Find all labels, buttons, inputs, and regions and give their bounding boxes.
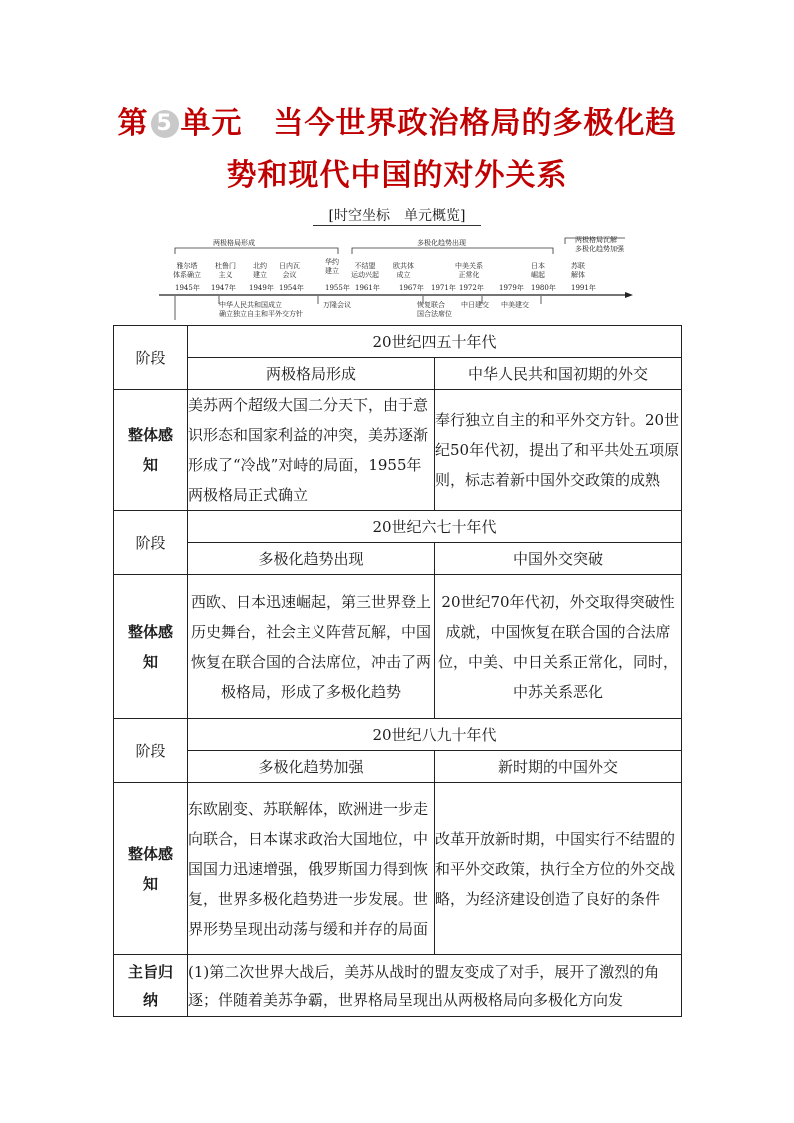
- year-1980: 1980年: [531, 284, 556, 292]
- left-content: 西欧、日本迅速崛起，第三世界登上历史舞台，社会主义阵营瓦解，中国恢复在联合国的合法席位，冲击了两极格局，形成了多极化趋势: [188, 575, 435, 719]
- event-truman: 杜鲁门 主义: [215, 262, 236, 279]
- right-content: 奉行独立自主的和平外交方针。20世纪50年代初，提出了和平共处五项原则，标志着新中国外交政策的成熟: [435, 390, 682, 511]
- page-title-line2: 势和现代中国的对外关系: [226, 158, 568, 193]
- left-heading: 多极化趋势加强: [188, 751, 435, 783]
- right-heading: 中华人民共和国初期的外交: [435, 358, 682, 390]
- page-title-line1: [0, 98, 794, 142]
- year-1961: 1961年: [355, 284, 380, 292]
- label-bipolar-formation: 两极格局形成: [213, 239, 255, 247]
- right-heading: 新时期的中国外交: [435, 751, 682, 783]
- below-un-seat: 恢复联合 国合法席位: [417, 301, 452, 318]
- right-heading: 中国外交突破: [435, 543, 682, 575]
- year-1945: 1945年: [175, 284, 200, 292]
- event-nato: 北约 建立: [253, 262, 267, 279]
- overview-label: 整体感 知: [114, 783, 188, 955]
- title-prefix: 第: [117, 106, 149, 141]
- timeline: [155, 222, 635, 322]
- title-line1-text: 单元 当今世界政治格局的多极化趋: [180, 106, 677, 141]
- summary-content: (1)第二次世界大战后，美苏从战时的盟友变成了对手，展开了激烈的角逐；伴随着美苏争霸，世界格局呈现出从两极格局向多极化方向发: [188, 955, 682, 1017]
- event-non-aligned: 不结盟 运动兴起: [351, 262, 379, 279]
- right-content: 改革开放新时期，中国实行不结盟的和平外交政策，执行全方位的外交战略，为经济建设创造了良好的条件: [435, 783, 682, 955]
- year-1971: 1971年: [431, 284, 456, 292]
- right-content: 20世纪70年代初，外交取得突破性成就，中国恢复在联合国的合法席位，中美、中日关系正常化，同时，中苏关系恶化: [435, 575, 682, 719]
- section-heading: [时空坐标 单元概览]: [0, 205, 794, 225]
- event-warsaw-pact: 华约 建立: [325, 258, 339, 275]
- below-prc-founded: 中华人民共和国成立 确立独立自主和平外交方针: [219, 301, 303, 318]
- left-content: 东欧剧变、苏联解体，欧洲进一步走向联合，日本谋求政治大国地位，中国国力迅速增强，俄罗斯国力得到恢复，世界多极化趋势进一步发展。世界形势呈现出动荡与缓和并存的局面: [188, 783, 435, 955]
- left-heading: 多极化趋势出现: [188, 543, 435, 575]
- stage-label: 阶段: [114, 326, 188, 390]
- left-heading: 两极格局形成: [188, 358, 435, 390]
- stage-label: 阶段: [114, 511, 188, 575]
- stage-label: 阶段: [114, 719, 188, 783]
- year-1972: 1972年: [459, 284, 484, 292]
- event-ec: 欧共体 成立: [393, 262, 414, 279]
- overview-label: 整体感 知: [114, 390, 188, 511]
- year-1947: 1947年: [211, 284, 236, 292]
- event-japan-rise: 日本 崛起: [531, 262, 545, 279]
- period-heading: 20世纪八九十年代: [188, 719, 682, 751]
- overview-label: 整体感 知: [114, 575, 188, 719]
- bracket-multipolar: [352, 248, 553, 254]
- period-heading: 20世纪六七十年代: [188, 511, 682, 543]
- year-1991: 1991年: [571, 284, 596, 292]
- year-1949: 1949年: [249, 284, 274, 292]
- event-sino-us: 中美关系 正常化: [455, 262, 483, 279]
- unit-overview-table: [113, 325, 682, 1017]
- period-heading: 20世纪四五十年代: [188, 326, 682, 358]
- year-1979: 1979年: [499, 284, 524, 292]
- event-yalta: 雅尔塔 体系确立: [173, 262, 201, 279]
- timeline-arrow-icon: [625, 292, 633, 298]
- event-geneva: 日内瓦 会议: [279, 262, 300, 279]
- event-ussr-dissolution: 苏联 解体: [571, 262, 585, 279]
- label-bipolar-collapse: 两极格局瓦解 多极化趋势加强: [575, 236, 624, 253]
- below-sino-us: 中美建交: [501, 301, 529, 309]
- summary-label: 主旨归 纳: [114, 955, 188, 1017]
- bracket-bipolar: [175, 248, 338, 254]
- label-multipolar-emerging: 多极化趋势出现: [417, 239, 466, 247]
- year-1954: 1954年: [279, 284, 304, 292]
- unit-number-badge: 5: [151, 110, 179, 138]
- below-sino-japan: 中日建交: [461, 301, 489, 309]
- left-content: 美苏两个超级大国二分天下，由于意识形态和国家利益的冲突，美苏逐渐形成了“冷战”对峙的局面，1955年两极格局正式确立: [188, 390, 435, 511]
- year-1967: 1967年: [399, 284, 424, 292]
- year-1955: 1955年: [325, 284, 350, 292]
- below-bandung: 万隆会议: [323, 301, 351, 309]
